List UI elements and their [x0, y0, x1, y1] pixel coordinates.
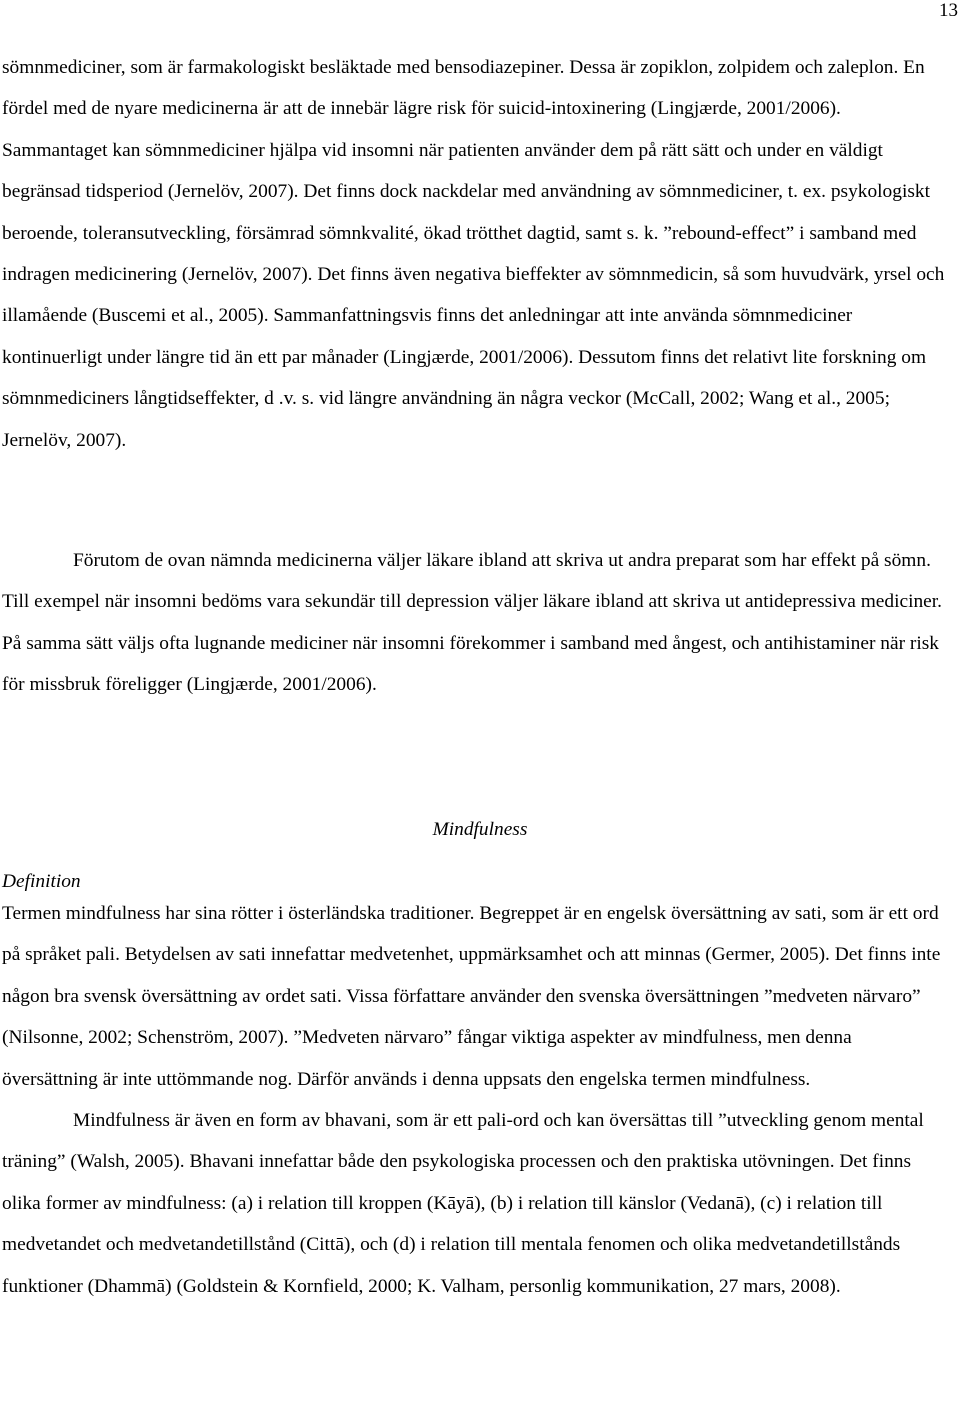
page-number: 13 [939, 0, 958, 21]
body-text-lower [2, 893, 950, 1307]
paragraph: Det finns dock nackdelar med användning av sömnmediciner, t. ex. psykologiskt beroende, toleransutveckling, försämrad sömnkvalité, ökad trötthet dagtid, samt s. k. ”rebound-effect” i samband med indragen medicinering (Jernelöv, 2007). Det finns även negativa bieffekter av sömnmedicin, så som huvudvärk, yrsel och illamående (Buscemi et al., 2005). Sammanfattningsvis finns det anledningar att inte använda sömnmediciner kontinuerligt under längre tid än ett par månader (Lingjærde, 2001/2006). Dessutom finns det relativt lite forskning om sömnmediciners långtidseffekter, d .v. s. vid längre användning än några veckor (McCall, 2002; Wang et al., 2005; Jernelöv, 2007). [2, 181, 945, 451]
paragraph: Termen mindfulness har sina rötter i österländska traditioner. Begreppet är en engelsk översättning av sati, som är ett ord på språket pali. Betydelsen av sati innefattar medvetenhet, uppmärksamhet och att minnas (Germer, 2005). Det finns inte någon bra svensk översättning av ordet sati. Vissa författare använder den svenska översättningen ”medveten närvaro” (Nilsonne, 2002; Schenström, 2007). ”Medveten närvaro” fångar viktiga aspekter av mindfulness, men denna översättning är inte uttömmande nog. Därför används i denna uppsats den engelska termen mindfulness. [2, 903, 941, 1090]
paragraph: Förutom de ovan nämnda medicinerna väljer läkare ibland att skriva ut andra preparat som har effekt på sömn. Till exempel när insomni bedöms vara sekundär till depression väljer läkare ibland att skriva ut antidepressiva mediciner. På samma sätt väljs ofta lugnande mediciner när insomni förekommer i samband med ångest, och antihistaminer när risk för missbruk föreligger (Lingjærde, 2001/2006). [2, 550, 943, 696]
section-title: Mindfulness [432, 819, 528, 840]
body-text-upper [2, 47, 950, 461]
paragraph: sömnmediciner, som är farmakologiskt besläktade med bensodiazepiner. Dessa är zopiklon, zolpidem och zaleplon. En fördel med de nyare medicinerna är att de innebär lägre risk för suicid-intoxinering (Lingjærde, 2001/2006). Sammantaget kan sömnmediciner hjälpa vid insomni när patienten använder dem på rätt sätt och under en väldigt begränsad tidsperiod (Jernelöv, 2007). [2, 57, 925, 203]
paragraph: Mindfulness är även en form av bhavani, som är ett pali-ord och kan översättas till ”utveckling genom mental träning” (Walsh, 2005). Bhavani innefattar både den psykologiska processen och den praktiska utövningen. Det finns olika former av mindfulness: (a) i relation till kroppen (Kāyā), (b) i relation till känslor (Vedanā), (c) i relation till medvetandet och medvetandetillstånd (Cittā), och (d) i relation till mentala fenomen och olika medvetandetillstånds funktioner (Dhammā) (Goldstein & Kornfield, 2000; K. Valham, personlig kommunikation, 27 mars, 2008). [2, 1110, 924, 1297]
section-subtitle: Definition [2, 871, 81, 892]
body-text-middle [2, 540, 950, 706]
